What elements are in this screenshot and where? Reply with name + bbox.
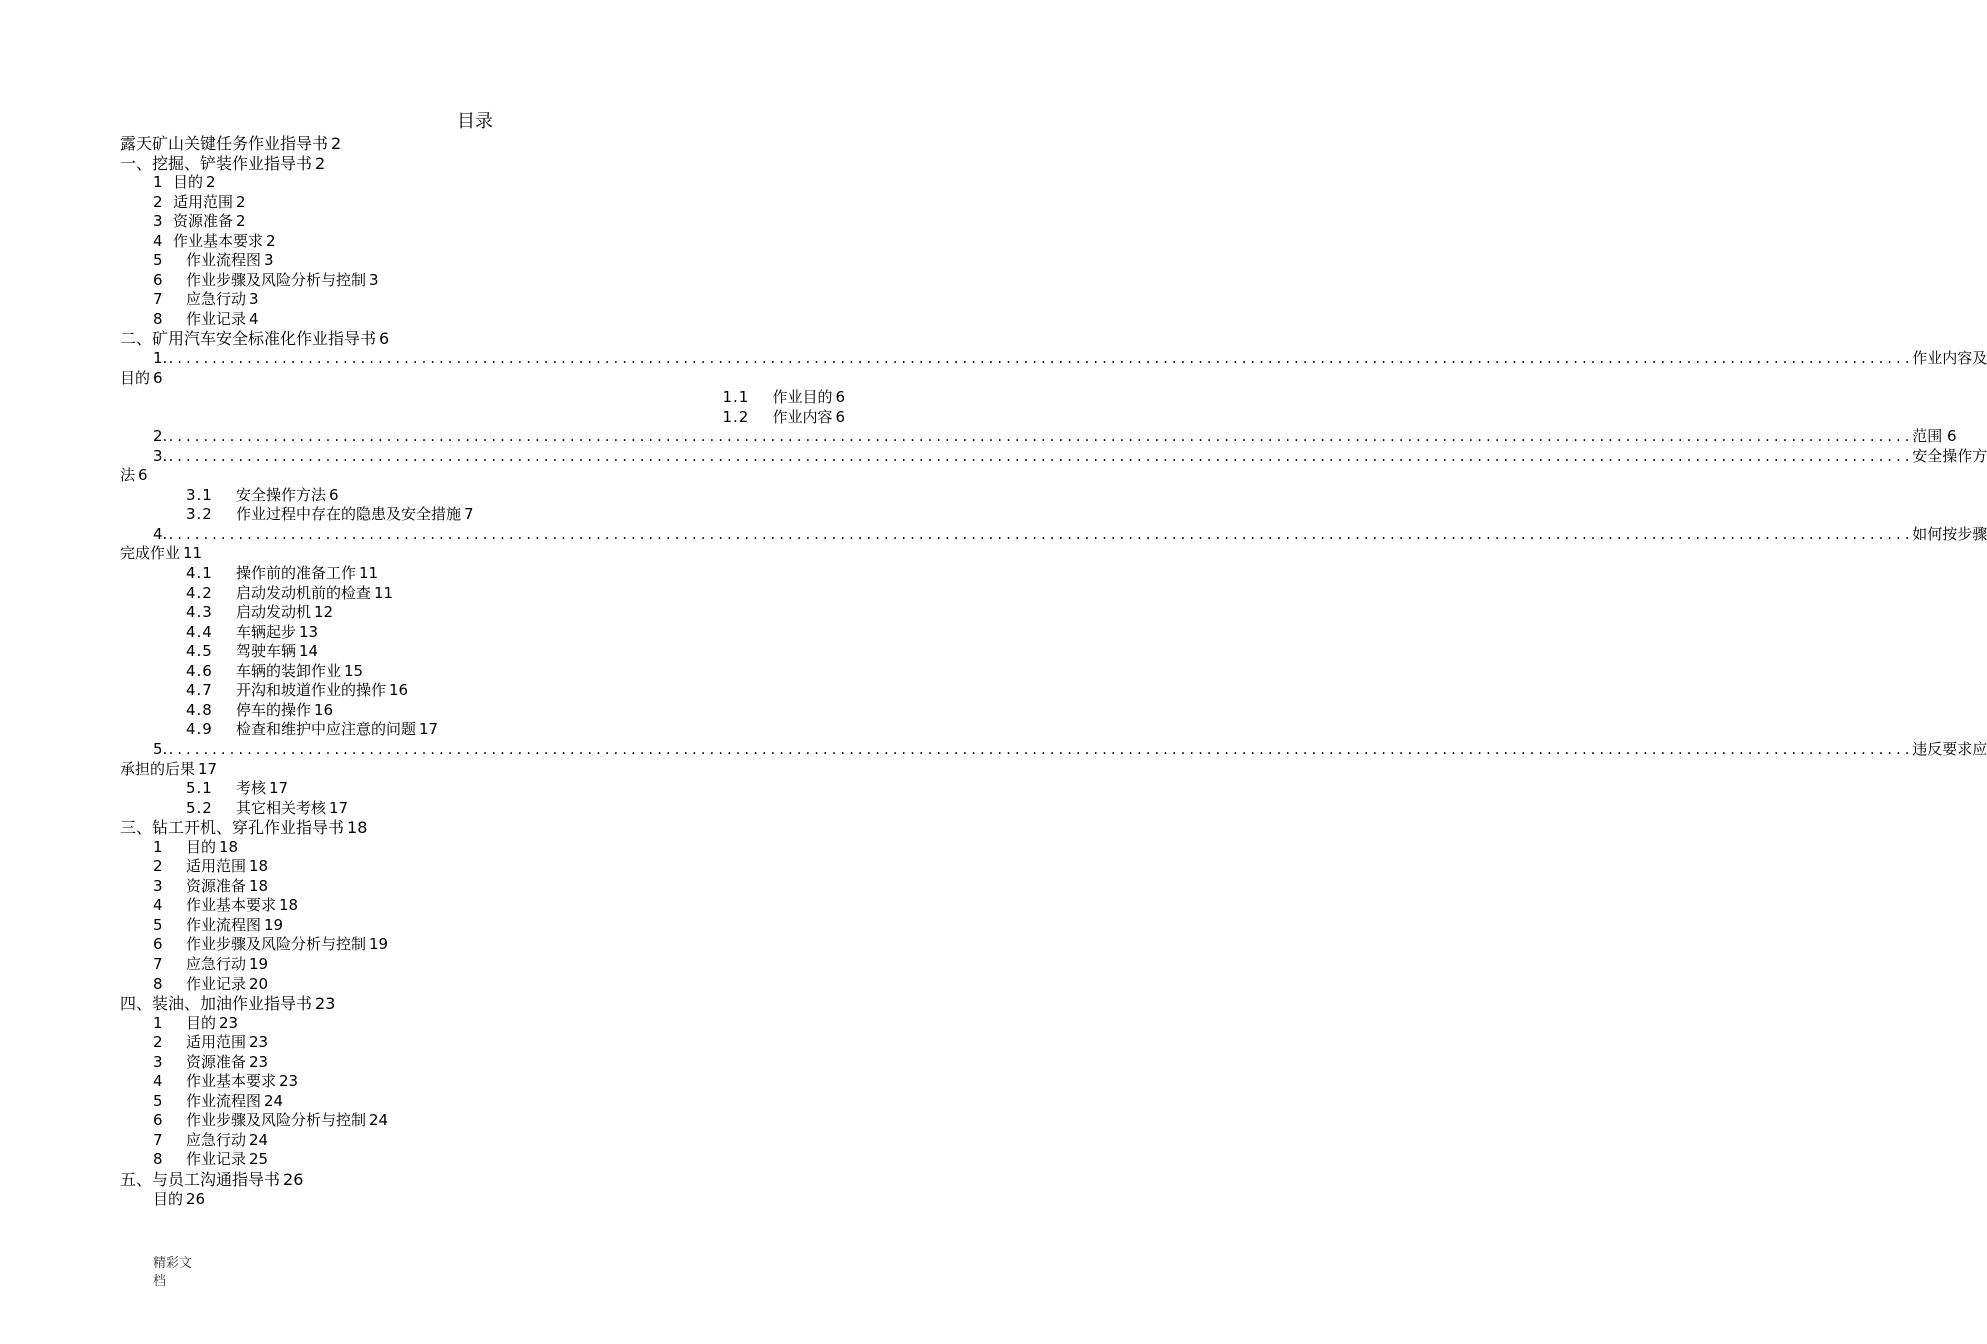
toc-entry-text: 作业内容及 [1912, 349, 1987, 368]
dot-leader: ........................................................................................................................................................................................................ [167, 742, 1913, 757]
toc-entry-text: 作业基本要求 [186, 896, 277, 915]
toc-entry[interactable] [120, 369, 845, 389]
toc-entry[interactable] [120, 1170, 845, 1190]
toc-entry[interactable] [120, 838, 845, 858]
toc-entry[interactable] [120, 564, 845, 584]
toc-entry[interactable] [120, 584, 845, 604]
toc-entry-text: 开沟和坡道作业的操作 [236, 681, 387, 700]
toc-entry[interactable] [120, 486, 845, 506]
toc-page-number: 19 [249, 954, 269, 973]
toc-entry-number: 8 [153, 309, 163, 328]
toc-entry[interactable] [120, 818, 845, 838]
toc-page-number: 2 [236, 212, 246, 231]
toc-entry-number: 5.1 [186, 779, 213, 798]
toc-entry-number: 7 [153, 954, 163, 973]
toc-entry-number: 4 [153, 896, 163, 915]
toc-entry[interactable] [120, 349, 1987, 369]
toc-page-number: 6 [835, 388, 845, 407]
toc-entry[interactable] [120, 212, 845, 232]
toc-entry[interactable] [120, 388, 845, 408]
toc-entry-text: 完成作业 [120, 544, 181, 563]
toc-entry-text: 资源准备 [173, 212, 234, 231]
toc-page-number: 14 [299, 642, 319, 661]
toc-entry-text: 启动发动机 [236, 603, 312, 622]
toc-entry-text: 应急行动 [186, 290, 247, 309]
toc-entry-text: 作业流程图 [186, 915, 262, 934]
toc-entry-text: 违反要求应 [1912, 739, 1987, 758]
toc-entry[interactable] [120, 994, 845, 1014]
toc-page-number: 19 [264, 915, 284, 934]
toc-entry[interactable] [120, 427, 1957, 447]
toc-entry[interactable] [120, 1014, 845, 1034]
toc-entry-text: 驾驶车辆 [236, 642, 297, 661]
toc-entry[interactable] [120, 739, 1987, 760]
toc-entry-text: 范围 6 [1912, 427, 1957, 446]
toc-entry-number: 5 [153, 1091, 163, 1110]
toc-entry[interactable] [120, 779, 845, 799]
toc-page-number: 6 [329, 485, 339, 504]
toc-page-number: 20 [249, 974, 269, 993]
toc-page-number: 18 [249, 876, 269, 895]
footer-line-2: 档 [153, 1274, 167, 1289]
toc-entry-text: 作业流程图 [186, 251, 262, 270]
toc-page-number: 12 [314, 603, 334, 622]
toc-entry[interactable] [120, 232, 845, 252]
toc-entry-number: 1 [153, 837, 163, 856]
toc-entry-text: 三、钻工开机、穿孔作业指导书 [120, 818, 345, 838]
toc-entry[interactable] [120, 446, 1987, 467]
toc-entry-text: 五、与员工沟通指导书 [120, 1169, 281, 1189]
toc-page-number: 17 [419, 720, 439, 739]
toc-entry-text: 停车的操作 [236, 700, 312, 719]
toc-page-number: 23 [249, 1052, 269, 1071]
toc-page-number: 16 [314, 700, 334, 719]
toc-entry-number: 4.6 [186, 661, 213, 680]
toc-entry[interactable] [120, 603, 845, 623]
toc-entry[interactable] [120, 1190, 845, 1210]
toc-page-number: 16 [389, 681, 409, 700]
toc-entry-number: 3.1 [186, 485, 213, 504]
toc-page-number: 15 [344, 661, 364, 680]
toc-page-number: 23 [249, 1033, 269, 1052]
toc-entry[interactable] [120, 251, 845, 271]
toc-entry-number: 1 [153, 173, 163, 192]
toc-entry-text: 车辆的装卸作业 [236, 661, 342, 680]
toc-entry-number: 3.2 [186, 505, 213, 524]
toc-entry-number: 5.2 [186, 798, 213, 817]
toc-entry[interactable] [120, 955, 845, 975]
toc-entry-text: 应急行动 [186, 1130, 247, 1149]
toc-entry-number: 4. [153, 524, 168, 543]
toc-entry-number: 3 [153, 1052, 163, 1071]
toc-entry[interactable] [120, 916, 845, 936]
toc-page-number: 3 [369, 270, 379, 289]
toc-page-number: 18 [219, 837, 239, 856]
toc-entry-text: 作业记录 [186, 974, 247, 993]
toc-page-number: 2 [315, 153, 326, 173]
toc-entry-text: 安全操作方法 [236, 485, 327, 504]
toc-entry-text: 作业基本要求 [173, 231, 264, 250]
toc-entry-text: 目的 [120, 368, 151, 387]
toc-page-number: 13 [299, 622, 319, 641]
toc-entry-number: 2 [153, 192, 163, 211]
toc-page-number: 6 [153, 368, 163, 387]
toc-page-number: 11 [183, 544, 203, 563]
toc-entry-number: 2 [153, 857, 163, 876]
toc-entry-number: 7 [153, 1130, 163, 1149]
toc-entry[interactable] [120, 1111, 845, 1131]
toc-entry[interactable] [120, 1033, 845, 1053]
toc-entry[interactable] [120, 271, 845, 291]
toc-entry-text: 一、挖掘、铲装作业指导书 [120, 153, 313, 173]
dot-leader: ........................................................................................................................................................................................................ [167, 352, 1913, 367]
toc-page-number: 18 [249, 857, 269, 876]
table-of-contents [120, 134, 1987, 1209]
toc-entry-text: 启动发动机前的检查 [236, 583, 372, 602]
toc-entry-number: 3 [153, 212, 163, 231]
toc-entry-text: 作业步骤及风险分析与控制 [186, 270, 367, 289]
toc-page-number: 11 [359, 564, 379, 583]
toc-entry[interactable] [120, 134, 845, 154]
toc-entry[interactable] [120, 1053, 845, 1073]
toc-entry-text: 作业步骤及风险分析与控制 [186, 935, 367, 954]
toc-entry-number: 4 [153, 231, 163, 250]
toc-entry-number: 2 [153, 1033, 163, 1052]
toc-entry-number: 4.7 [186, 681, 213, 700]
toc-entry-number: 1.1 [722, 388, 750, 407]
toc-entry[interactable] [120, 799, 845, 819]
toc-entry[interactable] [120, 310, 845, 330]
toc-entry-text: 露天矿山关键任务作业指导书 [120, 134, 329, 153]
toc-entry-text: 作业步骤及风险分析与控制 [186, 1111, 367, 1130]
toc-entry[interactable] [120, 701, 845, 721]
toc-page-number: 2 [331, 134, 342, 153]
toc-page-number: 25 [249, 1150, 269, 1169]
toc-entry-number: 4.2 [186, 583, 213, 602]
toc-entry[interactable] [120, 290, 845, 310]
toc-page-number: 26 [283, 1169, 304, 1189]
toc-entry-text: 作业记录 [186, 1150, 247, 1169]
toc-entry-number: 4.8 [186, 700, 213, 719]
toc-page-number: 24 [249, 1130, 269, 1149]
toc-entry[interactable] [120, 1072, 845, 1092]
toc-page-number: 2 [266, 231, 276, 250]
toc-page-number: 17 [269, 779, 289, 798]
toc-entry-text: 考核 [236, 779, 267, 798]
toc-page-number: 24 [264, 1091, 284, 1110]
toc-page-number: 6 [835, 407, 845, 426]
toc-entry-number: 6 [153, 935, 163, 954]
toc-page-number: 26 [186, 1189, 206, 1208]
toc-entry[interactable] [120, 408, 845, 428]
toc-page-number: 24 [369, 1111, 389, 1130]
toc-page-number: 6 [379, 329, 390, 349]
toc-entry[interactable] [120, 505, 845, 525]
toc-page-number: 11 [374, 583, 394, 602]
toc-entry-number: 7 [153, 290, 163, 309]
toc-page-number: 19 [369, 935, 389, 954]
toc-entry-number: 5. [153, 739, 168, 758]
toc-entry[interactable] [120, 329, 845, 349]
toc-entry-text: 二、矿用汽车安全标准化作业指导书 [120, 329, 377, 349]
toc-page-number: 17 [329, 798, 349, 817]
toc-entry-text: 目的 [173, 173, 204, 192]
toc-entry[interactable] [120, 720, 845, 740]
toc-page-number: 23 [279, 1072, 299, 1091]
toc-entry-text: 检查和维护中应注意的问题 [236, 720, 417, 739]
toc-entry[interactable] [120, 173, 845, 193]
toc-page-number: 3 [264, 251, 274, 270]
toc-entry-text: 法 [120, 466, 136, 485]
toc-entry[interactable] [120, 642, 845, 662]
toc-entry[interactable] [120, 544, 845, 564]
toc-entry-number: 8 [153, 1150, 163, 1169]
toc-entry-number: 8 [153, 974, 163, 993]
toc-entry-number: 1 [153, 1013, 163, 1032]
footer-line-1: 精彩文 [153, 1256, 193, 1271]
toc-entry[interactable] [120, 877, 845, 897]
toc-entry-text: 目的 [153, 1189, 184, 1208]
toc-entry-text: 作业目的 [772, 388, 833, 407]
toc-entry[interactable] [120, 1092, 845, 1112]
toc-entry-text: 作业基本要求 [186, 1072, 277, 1091]
toc-entry-text: 资源准备 [186, 876, 247, 895]
toc-entry-text: 承担的后果 [120, 759, 196, 778]
toc-entry-number: 5 [153, 251, 163, 270]
toc-page-number: 2 [206, 173, 216, 192]
toc-entry-text: 适用范围 [186, 1033, 247, 1052]
toc-entry-number: 4.3 [186, 603, 213, 622]
toc-entry-number: 4.5 [186, 642, 213, 661]
toc-page-number: 7 [464, 505, 474, 524]
toc-entry-text: 安全操作方 [1912, 446, 1987, 465]
toc-page-number: 2 [236, 192, 246, 211]
toc-entry[interactable] [120, 193, 845, 213]
toc-entry[interactable] [120, 1150, 845, 1170]
dot-leader: ........................................................................................................................................................................................................ [167, 449, 1913, 464]
toc-entry[interactable] [120, 896, 845, 916]
toc-entry-text: 资源准备 [186, 1052, 247, 1071]
toc-page-number: 4 [249, 309, 259, 328]
toc-entry-number: 2. [153, 427, 168, 446]
toc-entry-text: 作业过程中存在的隐患及安全措施 [236, 505, 462, 524]
toc-entry-number: 3. [153, 446, 168, 465]
toc-page-number: 23 [219, 1013, 239, 1032]
toc-page-number: 18 [279, 896, 299, 915]
toc-entry[interactable] [120, 857, 845, 877]
toc-entry-text: 操作前的准备工作 [236, 564, 357, 583]
toc-entry-number: 3 [153, 876, 163, 895]
toc-page-number: 23 [315, 994, 336, 1014]
toc-entry-text: 如何按步骤 [1912, 524, 1987, 543]
toc-entry-number: 1. [153, 349, 168, 368]
toc-entry-number: 1.2 [722, 407, 750, 426]
toc-entry-text: 其它相关考核 [236, 798, 327, 817]
toc-entry-text: 目的 [186, 837, 217, 856]
toc-entry[interactable] [120, 623, 845, 643]
toc-entry-text: 作业内容 [772, 407, 833, 426]
toc-page-number: 17 [198, 759, 218, 778]
toc-entry[interactable] [120, 154, 845, 174]
toc-entry-text: 适用范围 [186, 857, 247, 876]
toc-entry-number: 6 [153, 270, 163, 289]
toc-entry-text: 目的 [186, 1013, 217, 1032]
toc-entry[interactable] [120, 466, 845, 486]
toc-page-number: 18 [347, 818, 368, 838]
toc-entry-number: 4.1 [186, 564, 213, 583]
toc-entry-number: 4.4 [186, 622, 213, 641]
toc-entry-text: 四、装油、加油作业指导书 [120, 994, 313, 1014]
toc-entry-number: 5 [153, 915, 163, 934]
toc-entry-number: 4.9 [186, 720, 213, 739]
toc-entry[interactable] [120, 681, 845, 701]
toc-entry-number: 4 [153, 1072, 163, 1091]
toc-entry[interactable] [120, 524, 1987, 545]
toc-entry-text: 作业流程图 [186, 1091, 262, 1110]
toc-entry[interactable] [120, 760, 845, 780]
toc-entry[interactable] [120, 975, 845, 995]
toc-title: 目录 [457, 111, 493, 132]
toc-entry-text: 适用范围 [173, 192, 234, 211]
page-footer [153, 1255, 203, 1291]
toc-page-number: 3 [249, 290, 259, 309]
dot-leader: ........................................................................................................................................................................................................ [167, 527, 1913, 542]
toc-entry[interactable] [120, 935, 845, 955]
dot-leader: ........................................................................................................................................................................................................ [167, 430, 1913, 445]
toc-entry-text: 作业记录 [186, 309, 247, 328]
toc-page-number: 6 [138, 466, 148, 485]
toc-entry-text: 车辆起步 [236, 622, 297, 641]
toc-entry-number: 6 [153, 1111, 163, 1130]
toc-entry[interactable] [120, 662, 845, 682]
toc-entry[interactable] [120, 1131, 845, 1151]
toc-entry-text: 应急行动 [186, 954, 247, 973]
